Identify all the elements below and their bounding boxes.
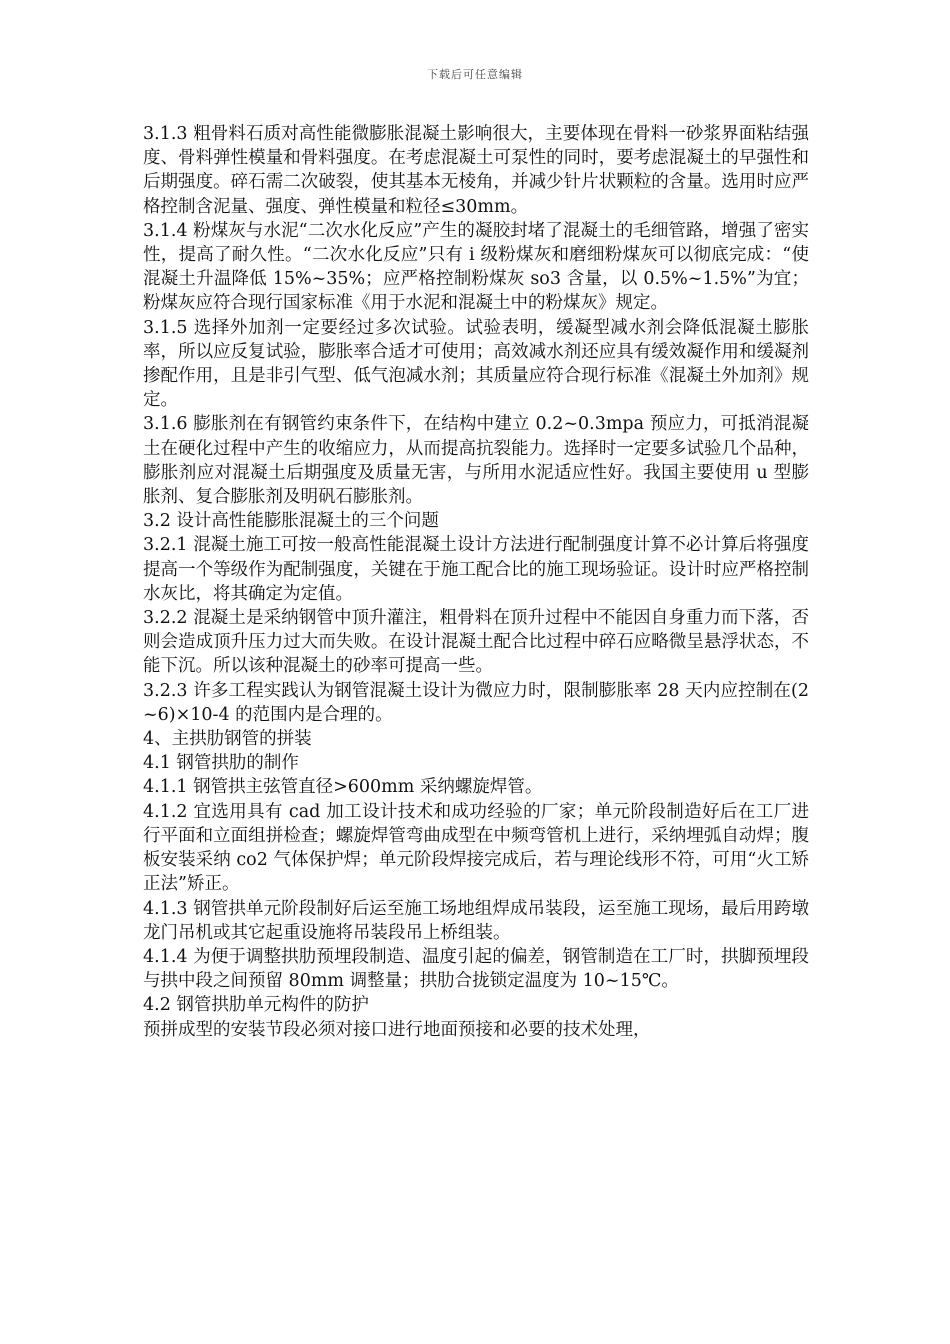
- paragraph-3-1-4: 3.1.4 粉煤灰与水泥“二次水化反应”产生的凝胶封堵了混凝土的毛细管路，增强了密实性，提高了耐久性。“二次水化反应”只有 i 级粉煤灰和磨细粉煤灰可以彻底完成：“使混凝土升温降低 15%~35%；应严格控制粉煤灰 so3 含量，以 0.5%~1.5%”为宜；粉煤灰应符合现行国家标准《用于水泥和混凝土中的粉煤灰》规定。: [143, 220, 809, 314]
- page-header: 下载后可任意编辑: [427, 68, 523, 81]
- heading-4: 4、主拱肋钢管的拼装: [143, 729, 312, 750]
- heading-4-1: 4.1 钢管拱肋的制作: [143, 753, 299, 774]
- paragraph-4-1-2: 4.1.2 宜选用具有 cad 加工设计技术和成功经验的厂家；单元阶段制造好后在工厂进行平面和立面组拼检查；螺旋焊管弯曲成型在中频弯管机上进行，采纳埋弧自动焊；腹板安装采纳 co2 气体保护焊；单元阶段焊接完成后，若与理论线形不符，可用“火工矫正法”矫正。: [143, 801, 809, 895]
- paragraph-3-2-3: 3.2.3 许多工程实践认为钢管混凝土设计为微应力时，限制膨胀率 28 天内应控制在(2~6)×10-4 的范围内是合理的。: [143, 680, 809, 725]
- paragraph-4-1-1: 4.1.1 钢管拱主弦管直径>600mm 采纳螺旋焊管。: [143, 777, 543, 798]
- paragraph-4-2-intro: 预拼成型的安装节段必须对接口进行地面预接和必要的技术处理，: [143, 1019, 651, 1040]
- heading-3-2: 3.2 设计高性能膨胀混凝土的三个问题: [143, 511, 439, 532]
- heading-4-2: 4.2 钢管拱肋单元构件的防护: [143, 995, 369, 1016]
- paragraph-3-2-2: 3.2.2 混凝土是采纳钢管中顶升灌注，粗骨料在顶升过程中不能因自身重力而下落，否则会造成顶升压力过大而失败。在设计混凝土配合比过程中碎石应略微呈悬浮状态，不能下沉。所以该种混凝土的砂率可提高一些。: [143, 608, 809, 677]
- document-body: [143, 122, 809, 1042]
- paragraph-3-2-1: 3.2.1 混凝土施工可按一般高性能混凝土设计方法进行配制强度计算不必计算后将强度提高一个等级作为配制强度，关键在于施工配合比的施工现场验证。设计时应严格控制水灰比，将其确定为定值。: [143, 535, 809, 604]
- paragraph-3-1-3: 3.1.3 粗骨料石质对高性能微膨胀混凝土影响很大，主要体现在骨料一砂浆界面粘结强度、骨料弹性模量和骨料强度。在考虑混凝土可泵性的同时，要考虑混凝土的早强性和后期强度。碎石需二次破裂，使其基本无棱角，并减少针片状颗粒的含量。选用时应严格控制含泥量、强度、弹性模量和粒径≤30mm。: [143, 124, 809, 217]
- paragraph-4-1-4: 4.1.4 为便于调整拱肋预埋段制造、温度引起的偏差，钢管制造在工厂时，拱脚预埋段与拱中段之间预留 80mm 调整量；拱肋合拢锁定温度为 10~15℃。: [143, 946, 809, 992]
- paragraph-3-1-6: 3.1.6 膨胀剂在有钢管约束条件下，在结构中建立 0.2~0.3mpa 预应力，可抵消混凝土在硬化过程中产生的收缩应力，从而提高抗裂能力。选择时一定要多试验几个品种，膨胀剂应对混凝土后期强度及质量无害，与所用水泥适应性好。我国主要使用 u 型膨胀剂、复合膨胀剂及明矾石膨胀剂。: [143, 414, 809, 508]
- paragraph-4-1-3: 4.1.3 钢管拱单元阶段制好后运至施工场地组焊成吊装段，运至施工现场，最后用跨墩龙门吊机或其它起重设施将吊装段吊上桥组装。: [143, 898, 809, 943]
- paragraph-3-1-5: 3.1.5 选择外加剂一定要经过多次试验。试验表明，缓凝型减水剂会降低混凝土膨胀率，所以应反复试验，膨胀率合适才可使用；高效减水剂还应具有缓效凝作用和缓凝剂掺配作用，且是非引气型、低气泡减水剂；其质量应符合现行标准《混凝土外加剂》规定。: [143, 317, 809, 411]
